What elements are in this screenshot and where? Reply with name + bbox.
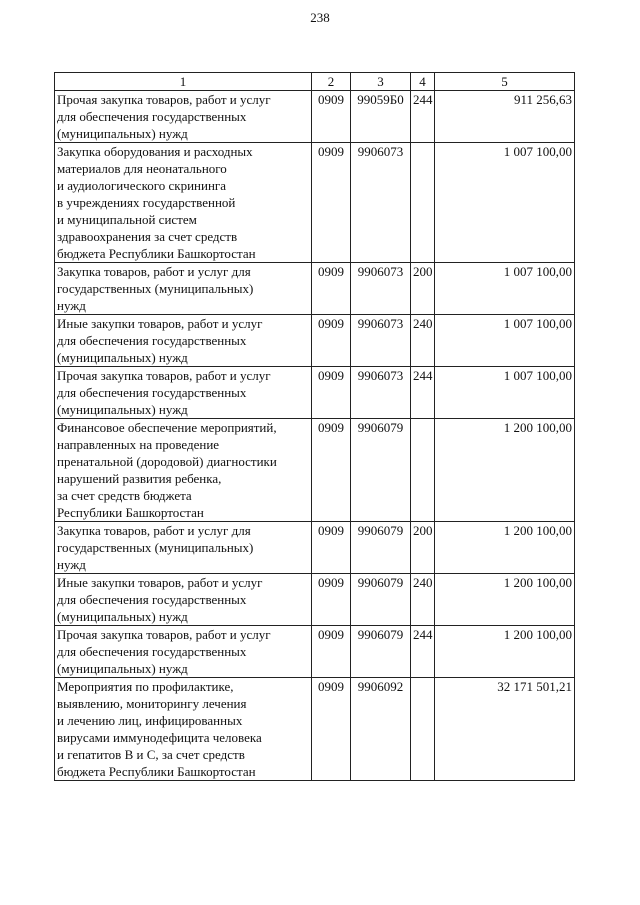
amount-cell: 1 007 100,00 <box>435 143 575 263</box>
section-code-cell: 0909 <box>312 626 351 678</box>
expense-type-cell: 200 <box>411 263 435 315</box>
page-number: 238 <box>310 10 330 25</box>
amount-cell: 1 200 100,00 <box>435 626 575 678</box>
target-article-cell: 9906092 <box>351 678 411 781</box>
expense-type-cell <box>411 678 435 781</box>
section-code-cell: 0909 <box>312 263 351 315</box>
expense-type-cell <box>411 143 435 263</box>
expense-name-cell: Иные закупки товаров, работ и услуг для обеспечения государственных (муниципальных) нужд <box>55 574 312 626</box>
expense-name-cell: Иные закупки товаров, работ и услуг для обеспечения государственных (муниципальных) нужд <box>55 315 312 367</box>
expense-type-cell: 244 <box>411 626 435 678</box>
target-article-cell: 9906073 <box>351 367 411 419</box>
section-code-cell: 0909 <box>312 367 351 419</box>
section-code-cell: 0909 <box>312 143 351 263</box>
expense-name-cell: Прочая закупка товаров, работ и услуг для обеспечения государственных (муниципальных) нужд <box>55 626 312 678</box>
target-article-cell: 99059Б0 <box>351 91 411 143</box>
table-row <box>55 678 575 781</box>
table-row <box>55 626 575 678</box>
expense-type-cell <box>411 419 435 522</box>
expense-name-cell: Закупка товаров, работ и услуг для государственных (муниципальных) нужд <box>55 263 312 315</box>
target-article-cell: 9906079 <box>351 522 411 574</box>
column-number-row <box>55 73 575 91</box>
amount-cell: 1 200 100,00 <box>435 522 575 574</box>
expense-type-cell: 244 <box>411 367 435 419</box>
expense-type-cell: 240 <box>411 574 435 626</box>
expense-type-cell: 200 <box>411 522 435 574</box>
table-row <box>55 143 575 263</box>
budget-table <box>54 72 575 781</box>
table-row <box>55 367 575 419</box>
table-row <box>55 522 575 574</box>
expense-name-cell: Закупка товаров, работ и услуг для государственных (муниципальных) нужд <box>55 522 312 574</box>
expense-name-cell: Мероприятия по профилактике, выявлению, мониторингу лечения и лечению лиц, инфицированных вирусами иммунодефицита человека и гепатитов В и С, за счет средств бюджета Республики Башкортостан <box>55 678 312 781</box>
column-header: 4 <box>411 73 435 91</box>
table-row <box>55 263 575 315</box>
target-article-cell: 9906079 <box>351 626 411 678</box>
table-body <box>55 91 575 781</box>
column-header: 3 <box>351 73 411 91</box>
amount-cell: 1 200 100,00 <box>435 419 575 522</box>
section-code-cell: 0909 <box>312 419 351 522</box>
target-article-cell: 9906079 <box>351 419 411 522</box>
amount-cell: 1 007 100,00 <box>435 367 575 419</box>
expense-name-cell: Закупка оборудования и расходных материалов для неонатального и аудиологического скрининга в учреждениях государственной и муниципальной систем здравоохранения за счет средств бюджета Республики Башкортостан <box>55 143 312 263</box>
column-header: 5 <box>435 73 575 91</box>
section-code-cell: 0909 <box>312 315 351 367</box>
expense-name-cell: Прочая закупка товаров, работ и услуг для обеспечения государственных (муниципальных) нужд <box>55 91 312 143</box>
table-row <box>55 574 575 626</box>
amount-cell: 1 007 100,00 <box>435 315 575 367</box>
table-row <box>55 91 575 143</box>
amount-cell: 1 007 100,00 <box>435 263 575 315</box>
table-row <box>55 419 575 522</box>
target-article-cell: 9906079 <box>351 574 411 626</box>
table-row <box>55 315 575 367</box>
amount-cell: 32 171 501,21 <box>435 678 575 781</box>
expense-name-cell: Прочая закупка товаров, работ и услуг для обеспечения государственных (муниципальных) нужд <box>55 367 312 419</box>
target-article-cell: 9906073 <box>351 143 411 263</box>
section-code-cell: 0909 <box>312 574 351 626</box>
section-code-cell: 0909 <box>312 91 351 143</box>
amount-cell: 1 200 100,00 <box>435 574 575 626</box>
expense-type-cell: 244 <box>411 91 435 143</box>
expense-name-cell: Финансовое обеспечение мероприятий, направленных на проведение пренатальной (дородовой) диагностики нарушений развития ребенка, за счет средств бюджета Республики Башкортостан <box>55 419 312 522</box>
amount-cell: 911 256,63 <box>435 91 575 143</box>
target-article-cell: 9906073 <box>351 263 411 315</box>
section-code-cell: 0909 <box>312 678 351 781</box>
section-code-cell: 0909 <box>312 522 351 574</box>
expense-type-cell: 240 <box>411 315 435 367</box>
target-article-cell: 9906073 <box>351 315 411 367</box>
column-header: 2 <box>312 73 351 91</box>
column-header: 1 <box>55 73 312 91</box>
